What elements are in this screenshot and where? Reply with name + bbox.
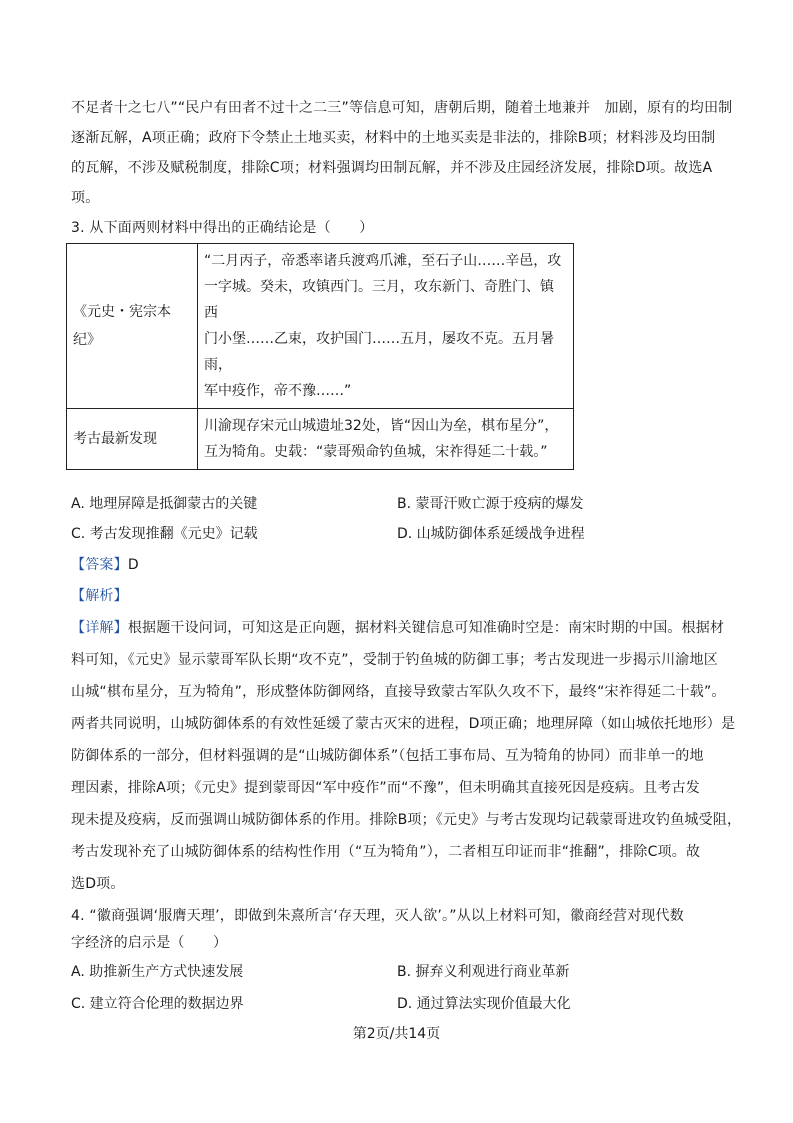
- q4-stem-line-2: 字经济的启示是（ ）: [71, 935, 228, 951]
- material-source-cell: [67, 409, 198, 470]
- material-content-cell: [198, 409, 574, 470]
- detail-line: 防御体系的一部分，但材料强调的是“山城防御体系”（包括工事布局、互为犄角的协同）而非单一的地: [71, 748, 704, 764]
- material-content-cell: [198, 244, 574, 409]
- table-row: [67, 409, 574, 470]
- q4-option-b: B. 摒弃义利观进行商业革新: [397, 964, 570, 980]
- q2-explanation-line-4: 项。: [71, 190, 100, 206]
- q3-option-d: D. 山城防御体系延缓战争进程: [397, 526, 585, 542]
- q4-option-a: A. 助推新生产方式快速发展: [71, 964, 244, 980]
- detail-line: [71, 618, 724, 638]
- material-source-cell: [67, 244, 198, 409]
- source-line: 考古最新发现: [73, 431, 157, 447]
- detail-line: 山城“棋布星分，互为犄角”，形成整体防御网络，直接导致蒙古军队久攻不下，最终“宋祚得延二十载”。: [71, 684, 726, 700]
- q3-answer: [71, 555, 139, 575]
- content-line: 互为犄角。史载：“蒙哥殒命钓鱼城，宋祚得延二十载。”: [204, 444, 548, 460]
- q4-stem-line-1: 4. “徽商强调‘服膺天理’，即做到朱熹所言‘存天理，灭人欲’。”从以上材料可知，徽商经营对现代数: [71, 908, 684, 924]
- detail-line: 料可知，《元史》显示蒙哥军队长期“攻不克”，受制于钓鱼城的防御工事；考古发现进一步揭示川渝地区: [71, 652, 718, 668]
- content-line: 川渝现存宋元山城遗址32处，皆“因山为垒，棋布星分”，: [204, 418, 559, 434]
- content-line: 一字城。癸未，攻镇西门。三月，攻东新门、奇胜门、镇西: [204, 279, 554, 321]
- answer-label: 【答案】: [71, 557, 128, 573]
- page-number: 第2页/共14页: [352, 1026, 441, 1042]
- detail-line: 考古发现补充了山城防御体系的结构性作用（“互为犄角”），二者相互印证而非“推翻”，排除C项。故: [71, 844, 701, 860]
- content-line: 门小堡……乙束，攻护国门……五月，屡攻不克。五月暑雨，: [204, 331, 554, 373]
- q4-option-c: C. 建立符合伦理的数据边界: [71, 996, 244, 1012]
- detail-text: 根据题干设问词，可知这是正向题，据材料关键信息可知准确时空是：南宋时期的中国。根据材: [127, 620, 725, 636]
- detail-label: 【详解】: [71, 620, 128, 636]
- answer-value: D: [127, 557, 139, 573]
- q4-option-d: D. 通过算法实现价值最大化: [397, 996, 571, 1012]
- detail-line: 现未提及疫病，反而强调山城防御体系的作用。排除B项；《元史》与考古发现均记载蒙哥进攻钓鱼城受阻，: [71, 812, 742, 828]
- q3-stem: 3. 从下面两则材料中得出的正确结论是（ ）: [71, 220, 374, 236]
- detail-line: 理因素，排除A项；《元史》提到蒙哥因“军中疫作”而“不豫”，但未明确其直接死因是疫病。且考古发: [71, 780, 700, 796]
- analysis-label: 【解析】: [71, 588, 128, 604]
- q3-option-a: A. 地理屏障是抵御蒙古的关键: [71, 496, 258, 512]
- q2-explanation-line-2: 逐渐瓦解，A项正确；政府下令禁止土地买卖，材料中的土地买卖是非法的，排除B项；材料涉及均田制: [71, 130, 716, 146]
- table-row: [67, 244, 574, 409]
- material-table: [66, 243, 574, 470]
- content-line: 军中疫作，帝不豫……”: [204, 383, 352, 399]
- q2-explanation-line-3: 的瓦解，不涉及赋税制度，排除C项；材料强调均田制瓦解，并不涉及庄园经济发展，排除D项。故选A: [71, 160, 713, 176]
- detail-line: 两者共同说明，山城防御体系的有效性延缓了蒙古灭宋的进程，D项正确；地理屏障（如山城依托地形）是: [71, 716, 736, 732]
- content-line: “二月丙子，帝悉率诸兵渡鸡爪滩，至石子山……辛邑，攻: [204, 253, 562, 269]
- detail-line: 选D项。: [71, 876, 125, 892]
- source-line: 《元史・宪宗本: [73, 304, 171, 320]
- source-line: 纪》: [73, 332, 101, 348]
- q3-option-b: B. 蒙哥汗败亡源于疫病的爆发: [397, 496, 584, 512]
- q2-explanation-line-1: 不足者十之七八”“民户有田者不过十之二三”等信息可知，唐朝后期，随着土地兼并 加剧，原有的均田制: [71, 100, 733, 116]
- q3-option-c: C. 考古发现推翻《元史》记载: [71, 526, 258, 542]
